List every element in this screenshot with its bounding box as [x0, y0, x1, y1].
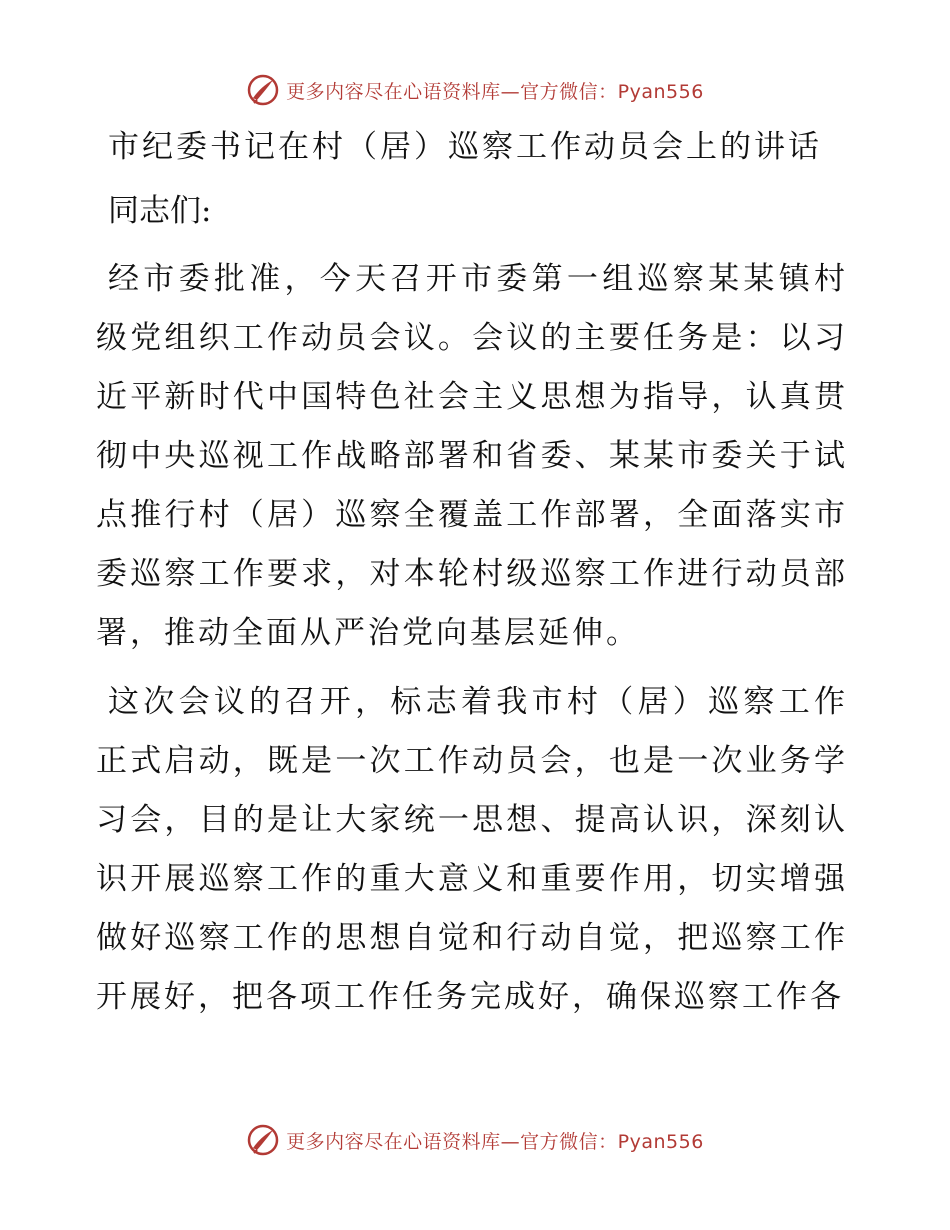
header-watermark [0, 70, 950, 110]
paragraph: 这次会议的召开，标志着我市村（居）巡察工作正式启动，既是一次工作动员会，也是一次业务学习会，目的是让大家统一思想、提高认识，深刻认识开展巡察工作的重大意义和重要作用，切实增强做好巡察工作的思想自觉和行动自觉，把巡察工作开展好，把各项工作任务完成好，确保巡察工作各 [96, 684, 848, 1015]
document-body [96, 118, 848, 1037]
watermark-text: 更多内容尽在心语资料库—官方微信：Pyan556 [286, 80, 704, 103]
footer-watermark [0, 1120, 950, 1160]
document-title: 市纪委书记在村（居）巡察工作动员会上的讲话 [108, 129, 822, 165]
paragraph: 经市委批准，今天召开市委第一组巡察某某镇村级党组织工作动员会议。会议的主要任务是：以习近平新时代中国特色社会主义思想为指导，认真贯彻中央巡视工作战略部署和省委、某某市委关于试点推行村（居）巡察全覆盖工作部署，全面落实市委巡察工作要求，对本轮村级巡察工作进行动员部署，推动全面从严治党向基层延伸。 [96, 261, 848, 651]
pen-logo-icon [246, 73, 280, 107]
watermark-text: 更多内容尽在心语资料库—官方微信：Pyan556 [286, 1130, 704, 1153]
pen-logo-icon [246, 1123, 280, 1157]
salutation: 同志们: [108, 193, 212, 229]
